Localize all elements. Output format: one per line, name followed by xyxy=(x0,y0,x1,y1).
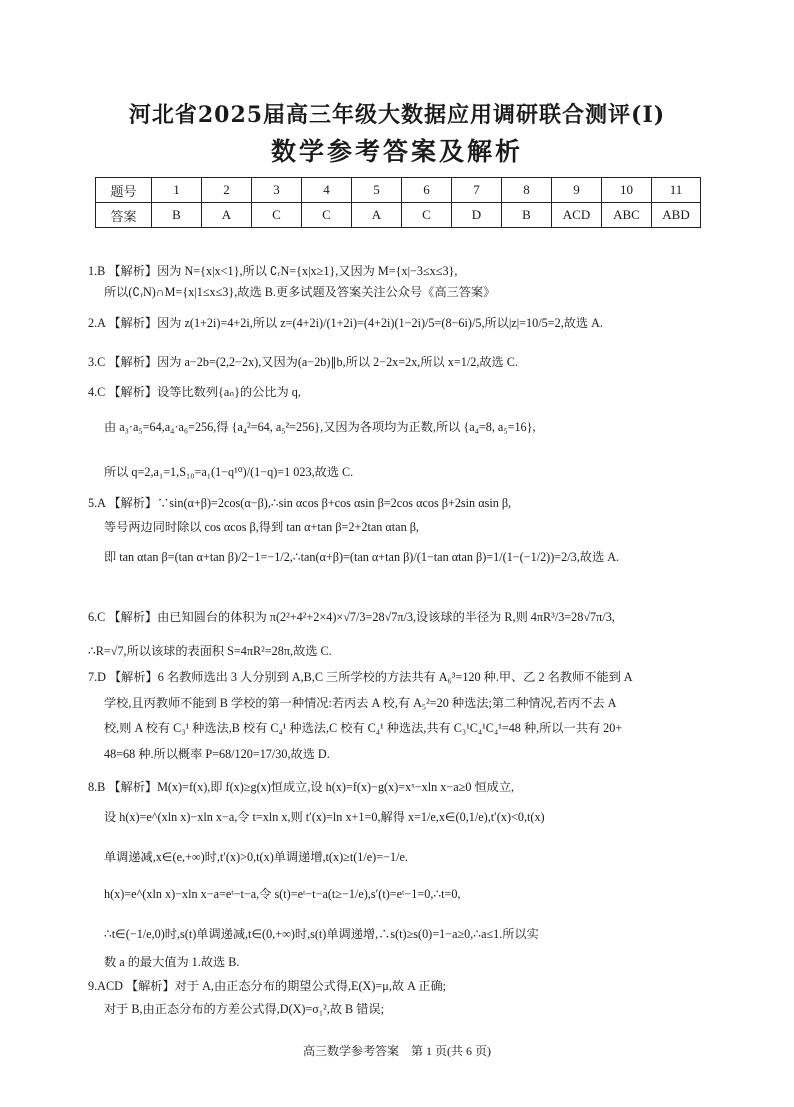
answer-cell: ABD xyxy=(652,203,701,228)
solution-line: 8.B 【解析】M(x)=f(x),即 f(x)≥g(x)恒成立,设 h(x)=f(x)−g(x)=xˣ−xln x−a≥0 恒成立, xyxy=(88,780,515,794)
solution-line: 数 a 的最大值为 1.故选 B. xyxy=(104,955,240,969)
question-number: 7 xyxy=(452,178,502,203)
answer-cell: D xyxy=(452,203,502,228)
answer-cell: A xyxy=(202,203,252,228)
answer-cell: C xyxy=(252,203,302,228)
solution-line: 对于 B,由正态分布的方差公式得,D(X)=σ₁²,故 B 错误; xyxy=(104,1002,384,1016)
solution-line: 48=68 种.所以概率 P=68/120=17/30,故选 D. xyxy=(104,747,330,761)
answer-cell: B xyxy=(152,203,202,228)
question-number: 4 xyxy=(302,178,352,203)
question-number: 10 xyxy=(602,178,652,203)
solution-line: 5.A 【解析】∵sin(α+β)=2cos(α−β),∴sin αcos β+cos αsin β=2cos αcos β+2sin αsin β, xyxy=(88,496,512,510)
solution-line: 所以(∁ᵣN)∩M={x|1≤x≤3},故选 B.更多试题及答案关注公众号《高三答案》 xyxy=(104,285,496,299)
answer-table xyxy=(95,177,701,228)
solution-line: 由 a₃·a₅=64,a₄·a₆=256,得 {a₄²=64, a₅²=256},又因为各项均为正数,所以 {a₄=8, a₅=16}, xyxy=(104,420,536,434)
question-number: 6 xyxy=(402,178,452,203)
solution-line: 6.C 【解析】由已知圆台的体积为 π(2²+4²+2×4)×√7/3=28√7π/3,设该球的半径为 R,则 4πR³/3=28√7π/3, xyxy=(88,610,615,624)
solution-line: 等号两边同时除以 cos αcos β,得到 tan α+tan β=2+2tan αtan β, xyxy=(104,520,419,534)
question-number: 5 xyxy=(352,178,402,203)
solution-line: 即 tan αtan β=(tan α+tan β)/2−1=−1/2,∴tan(α+β)=(tan α+tan β)/(1−tan αtan β)=1/(1−(−1/2))=2/3,故选 A. xyxy=(104,550,620,564)
row-label-answer: 答案 xyxy=(96,203,152,228)
solution-line: 学校,且丙教师不能到 B 学校的第一种情况:若丙去 A 校,有 A₅²=20 种选法;第二种情况,若丙不去 A xyxy=(104,696,617,710)
solution-line: 所以 q=2,a₁=1,S₁₀=a₁(1−q¹⁰)/(1−q)=1 023,故选 C. xyxy=(104,465,354,479)
solution-line: 4.C 【解析】设等比数列{aₙ}的公比为 q, xyxy=(88,385,301,399)
question-number: 9 xyxy=(552,178,602,203)
answer-cell: C xyxy=(302,203,352,228)
solution-line: 2.A 【解析】因为 z(1+2i)=4+2i,所以 z=(4+2i)/(1+2i)=(4+2i)(1−2i)/5=(8−6i)/5,所以|z|=10/5=2,故选 A. xyxy=(88,316,603,330)
answer-cell: C xyxy=(402,203,452,228)
solution-line: 设 h(x)=e^(xln x)−xln x−a,令 t=xln x,则 t′(x)=ln x+1=0,解得 x=1/e,x∈(0,1/e),t′(x)<0,t(x) xyxy=(104,810,545,824)
answer-cell: A xyxy=(352,203,402,228)
document-subtitle: 数学参考答案及解析 xyxy=(270,137,523,166)
solution-line: 9.ACD 【解析】对于 A,由正态分布的期望公式得,E(X)=μ,故 A 正确; xyxy=(88,979,447,993)
answer-cell: ABC xyxy=(602,203,652,228)
question-number: 1 xyxy=(152,178,202,203)
solution-line: 校,则 A 校有 C₃¹ 种选法,B 校有 C₄¹ 种选法,C 校有 C₄¹ 种选法,共有 C₃¹C₄¹C₄¹=48 种,所以一共有 20+ xyxy=(104,721,623,735)
question-number: 8 xyxy=(502,178,552,203)
answer-cell: ACD xyxy=(552,203,602,228)
solution-line: 3.C 【解析】因为 a−2b=(2,2−2x),又因为(a−2b)∥b,所以 2−2x=2x,所以 x=1/2,故选 C. xyxy=(88,355,518,369)
solution-line: 1.B 【解析】因为 N={x|x<1},所以 ∁ᵣN={x|x≥1},又因为 M={x|−3≤x≤3}, xyxy=(88,264,458,278)
question-number: 11 xyxy=(652,178,701,203)
solution-line: ∴t∈(−1/e,0)时,s(t)单调递减,t∈(0,+∞)时,s(t)单调递增,∴s(t)≥s(0)=1−a≥0,∴a≤1.所以实 xyxy=(104,927,539,941)
row-label-number: 题号 xyxy=(96,178,152,203)
answer-table-row-answers xyxy=(96,203,701,228)
page-footer: 高三数学参考答案 第 1 页(共 6 页) xyxy=(303,1044,491,1058)
solution-line: 7.D 【解析】6 名教师选出 3 人分别到 A,B,C 三所学校的方法共有 A₆³=120 种.甲、乙 2 名教师不能到 A xyxy=(88,670,633,684)
answer-cell: B xyxy=(502,203,552,228)
question-number: 2 xyxy=(202,178,252,203)
question-number: 3 xyxy=(252,178,302,203)
answer-table-row-numbers xyxy=(96,178,701,203)
solution-line: 单调递减,x∈(e,+∞)时,t′(x)>0,t(x)单调递增,t(x)≥t(1/e)=−1/e. xyxy=(104,850,408,864)
document-title: 河北省2025届高三年级大数据应用调研联合测评(Ⅰ) xyxy=(128,102,666,128)
solution-line: h(x)=e^(xln x)−xln x−a=eᵗ−t−a,令 s(t)=eᵗ−t−a(t≥−1/e),s′(t)=eᵗ−1=0,∴t=0, xyxy=(104,887,461,901)
solution-line: ∴R=√7,所以该球的表面积 S=4πR²=28π,故选 C. xyxy=(88,644,332,658)
